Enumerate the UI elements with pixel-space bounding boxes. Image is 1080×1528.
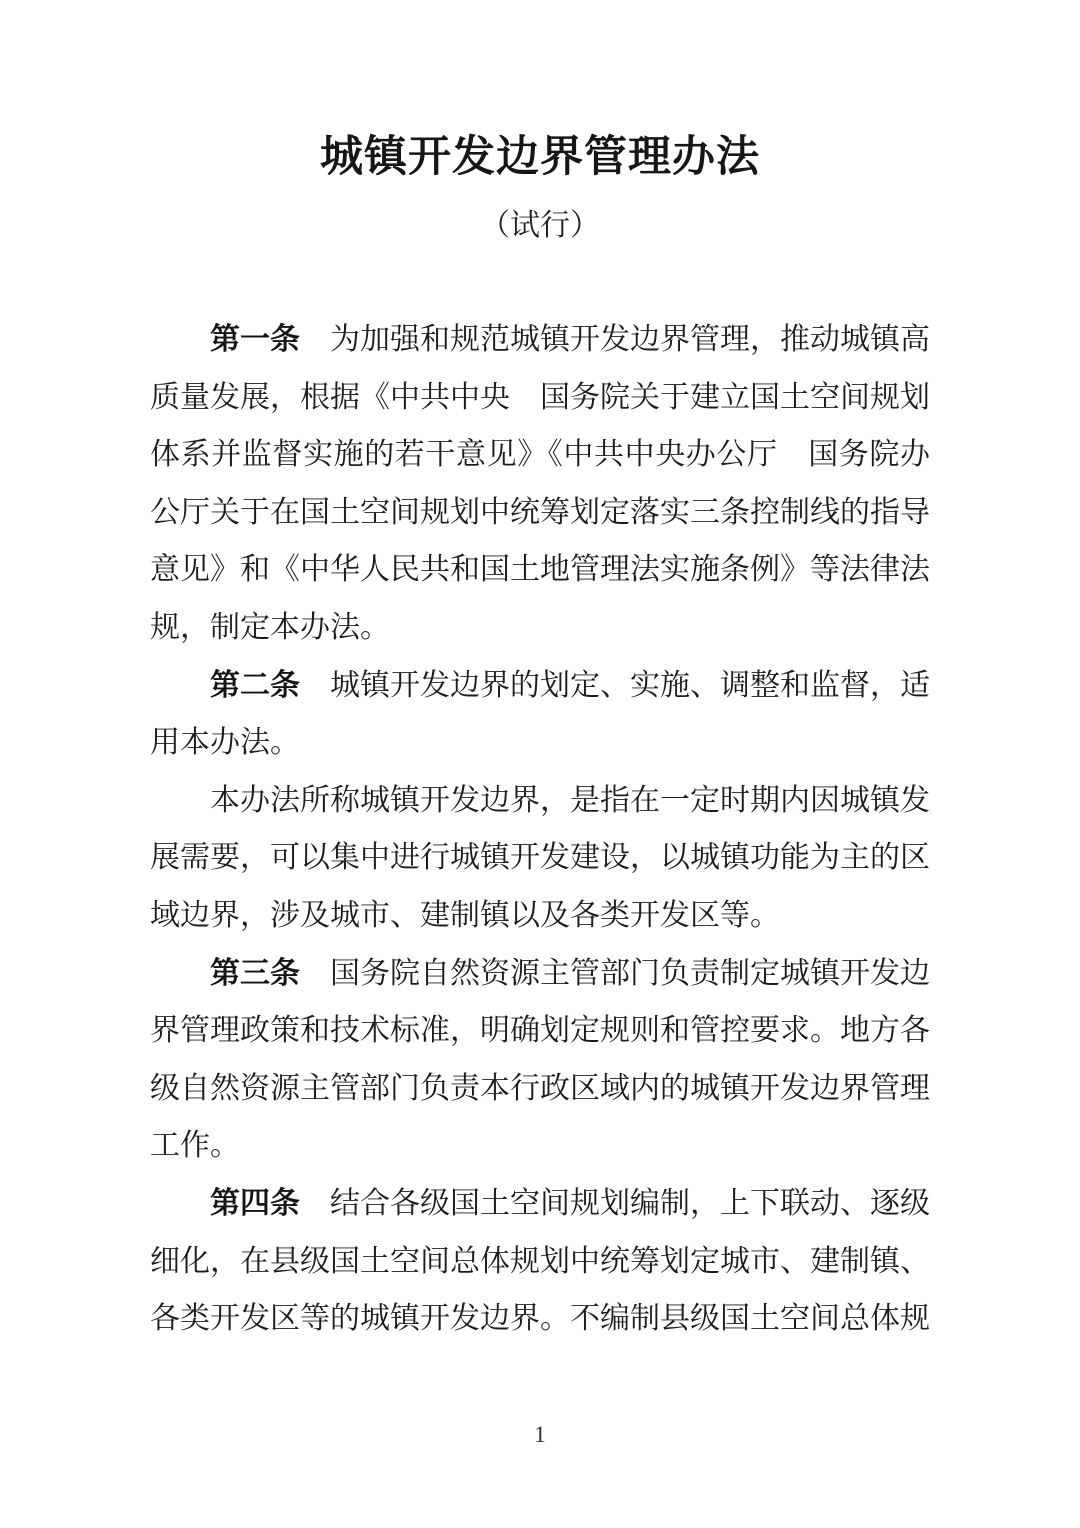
document-body — [150, 311, 930, 1348]
document-title: 城镇开发边界管理办法 — [320, 134, 760, 181]
document-subtitle: （试行） — [480, 209, 600, 242]
paragraph-article-3 — [150, 945, 930, 1175]
article-3-label: 第三条 — [210, 956, 300, 990]
article-4-label: 第四条 — [210, 1186, 300, 1220]
page-number: 1 — [534, 1422, 546, 1447]
paragraph-article-1 — [150, 311, 930, 657]
paragraph-article-2 — [150, 657, 930, 772]
article-3-text: 国务院自然资源主管部门负责制定城镇开发边界管理政策和技术标准，明确划定规则和管控要求。地方各级自然资源主管部门负责本行政区域内的城镇开发边界管理工作。 — [150, 956, 930, 1163]
article-1-label: 第一条 — [210, 323, 300, 356]
paragraph-definition — [150, 772, 930, 945]
paragraph-article-4 — [150, 1175, 930, 1348]
article-1-text: 为加强和规范城镇开发边界管理，推动城镇高质量发展，根据《中共中央 国务院关于建立国土空间规划体系并监督实施的若干意见》《中共中央办公厅 国务院办公厅关于在国土空间规划中统筹划定落实三条控制线的指导意见》和《中华人民共和国土地管理法实施条例》等法律法规，制定本办法。 — [150, 323, 930, 644]
article-2-text: 城镇开发边界的划定、实施、调整和监督，适用本办法。 — [150, 668, 930, 760]
article-4-text: 结合各级国土空间规划编制，上下联动、逐级细化，在县级国土空间总体规划中统筹划定城市、建制镇、各类开发区等的城镇开发边界。不编制县级国土空间总体规 — [150, 1186, 930, 1336]
definition-text: 本办法所称城镇开发边界，是指在一定时期内因城镇发展需要，可以集中进行城镇开发建设，以城镇功能为主的区域边界，涉及城市、建制镇以及各类开发区等。 — [150, 783, 930, 932]
article-2-label: 第二条 — [210, 668, 300, 702]
